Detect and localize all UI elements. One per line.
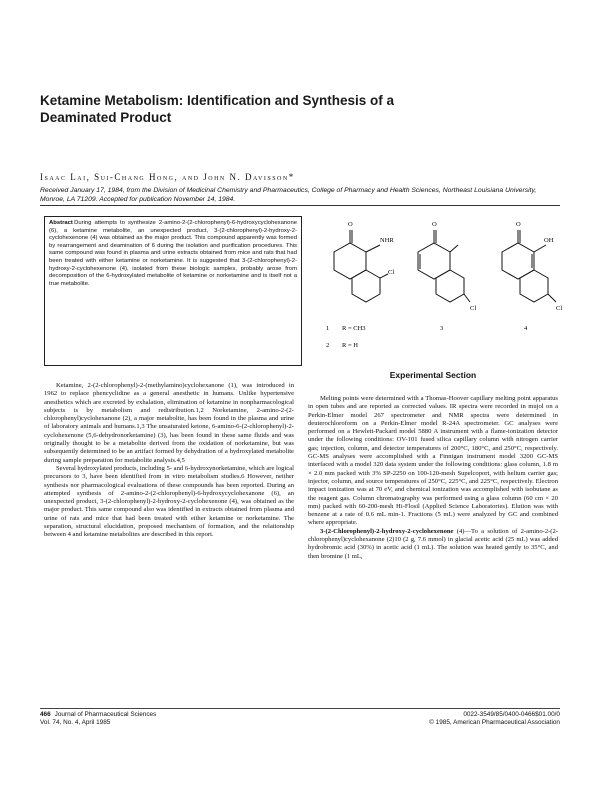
journal-name: Journal of Pharmaceutical Sciences [54, 711, 157, 718]
received-note [40, 186, 560, 204]
body-paragraph: Several hydroxylated products, including 5- and 6-hydroxynorketamine, which are logical precursors to 3, have been identified from in vitro metabolism studies.6 However, neither synthesis nor pharmacological evaluations of these compounds has been reported. During an attempted synthesis of 2-amino-2-(2-chlorophenyl)-6-hydroxycyclohexanone (6), an unexpected product, 3-(2-chlorophenyl)-2-hydroxy-2-cyclohexenone (4), was obtained as the major product. This same compound also was identified in extracts obtained from plasma and urine of rats and mice that had been treated with either ketamine or norketamine. The separation, structural elucidation, proposed mechanism of formation, and the relationship between 4 and ketamine metabolites are described in this report. [44, 464, 294, 539]
issn: 0022-3549/85/0400-0466$01.00/0 [463, 711, 560, 718]
header-divider [40, 205, 560, 206]
atom-label: O [432, 221, 437, 228]
structure-number-4: 4 [524, 325, 528, 332]
atom-label: O [348, 221, 353, 228]
footer-copyright [380, 711, 560, 727]
atom-label: OH [544, 237, 554, 244]
received-text: Received January 17, 1984, from the Division of Medicinal Chemistry and Pharmaceutics, College of Pharmacy and Health Sciences, Northeast Louisiana University, Monroe, LA 71209. Accepted for publication November 14, 1984. [40, 187, 537, 203]
left-column [44, 382, 294, 540]
procedure-text: (4)—To a solution of 2-amino-2-(2-chlorophenyl)cyclohexanone (2)10 (2 g, 7.6 mmol) in glacial acetic acid (25 mL) was added hydrobromic acid (30%) in acetic acid (1 mL). The solution was heated gently to 35°C, and then bromine (1 mL, [308, 527, 558, 560]
substituent-label-1: R = CH3 [342, 325, 366, 332]
atom-label: Cl [556, 305, 563, 312]
abstract-box [44, 216, 302, 366]
structure-number-3: 3 [440, 325, 444, 332]
abstract-text: During attempts to synthesize 2-amino-2-(2-chlorophenyl)-6-hydroxycyclohexanone (6), a ketamine metabolite, an unexpected product, 3-(2-chlorophenyl)-2-hydroxy-2-cyclohexenone (4) was obtained as the major product. This compound apparently was formed by rearrangement and deamination of 6 during the isolation and purification procedures. This same compound was found in plasma and urine extracts obtained from mice and rats that had been treated with either ketamine or norketamine. It is suggested that 3-(2-chlorophenyl)-2-hydroxy-2-cyclohexenone (4), isolated from these biologic samples, probably arose from decomposition of the 6-hydroxylated metabolite of ketamine or norketamine and is itself not a true metabolite. [49, 220, 297, 287]
author-list: Isaac Lai, Sui-Chang Hong, and John N. Davisson* [40, 172, 295, 182]
journal-volume: Vol. 74, No. 4, April 1985 [40, 719, 111, 726]
body-paragraph: Melting points were determined with a Thomas-Hoover capillary melting point apparatus in open tubes and are reported as corrected values. IR spectra were recorded in mujol on a Perkin-Elmer model 267 spectrometer and NMR spectra were determined in deuterochloroform on a Perkin-Elmer model R-24A spectrometer. GC analyses were performed on a Hewlett-Packard model 5880 A instrument with a flame-ionization detector under the following conditions: OV-101 fused silica capillary column with nitrogen carrier gas; injection, column, and detector temperatures of 200°C, 180°C, and 250°C, respectively. GC-MS analyses were accomplished with a Finnigan instrument model 3200 GC-MS interfaced with a model 320 data system under the following conditions: glass column, 1.8 m × 2.0 mm packed with 3% SP-2250 on 100-120-mesh Supelcoport, with helium carrier gas; injector, column, and source temperatures of 250°C, 225°C, and 225°C, respectively. Electron impact ionization was at 70 eV, and chemical ionization was accomplished with isobutane as the reagent gas. Column chromatography was performed using a glass column (60 cm × 20 mm) packed with 60-200-mesh Hi-Flosil (Applied Science Laboratories). Elution was with benzene at a rate of 0.6 mL min-1. Fractions (5 mL) were analyzed by GC and combined where appropriate. [308, 395, 558, 527]
substituent-label-2: R = H [342, 342, 358, 349]
atom-label: Cl [388, 269, 395, 276]
structure-3-drawing [418, 230, 470, 302]
abstract-label: Abstract [49, 220, 73, 226]
footer-divider [40, 708, 560, 709]
page-number: 466 [40, 711, 51, 718]
structure-number-2: 2 [326, 342, 330, 349]
procedure-paragraph [308, 528, 558, 561]
footer-journal [40, 711, 156, 727]
section-heading: Experimental Section [389, 370, 477, 380]
paper-title: Ketamine Metabolism: Identification and Synthesis of a Deaminated Product [40, 93, 395, 125]
procedure-heading: 3-(2-Chlorophenyl)-2-hydroxy-2-cyclohexenone [320, 527, 454, 535]
structure-number-1: 1 [326, 325, 330, 332]
atom-label: NHR [380, 237, 394, 244]
copyright: © 1985, American Pharmaceutical Association [429, 719, 560, 726]
chemical-structures-figure [306, 212, 568, 362]
atom-label: O [516, 221, 521, 228]
body-paragraph: Ketamine, 2-(2-chlorophenyl)-2-(methylamino)cyclohexanone (1), was introduced in 1962 to replace phencyclidine as a general anesthetic in humans. Unlike hypertensive anesthetics which are excreted by exhalation, elimination of ketamine in nonpharmacological subjects is by metabolism and redistribution.1,2 Norketamine, 2-amino-2-(2-chlorophenyl)cyclohexanone (2), a major metabolite, has been found in the plasma and urine of laboratory animals and humans.1,3 The unsaturated ketone, 6-amino-6-(2-chlorophenyl)-2-cyclohexenone (5,6-dehydronorketamine) (3), has been found in these same fluids and was originally thought to be a metabolite derived from the oxidation of norketamine, but was subsequently determined to be an artifact formed by dehydration of a hydroxylated metabolite during sample preparation for metabolite analysis.4,5 [44, 382, 294, 464]
atom-label: Cl [470, 305, 477, 312]
right-column [308, 395, 558, 561]
structures-svg [306, 212, 568, 362]
